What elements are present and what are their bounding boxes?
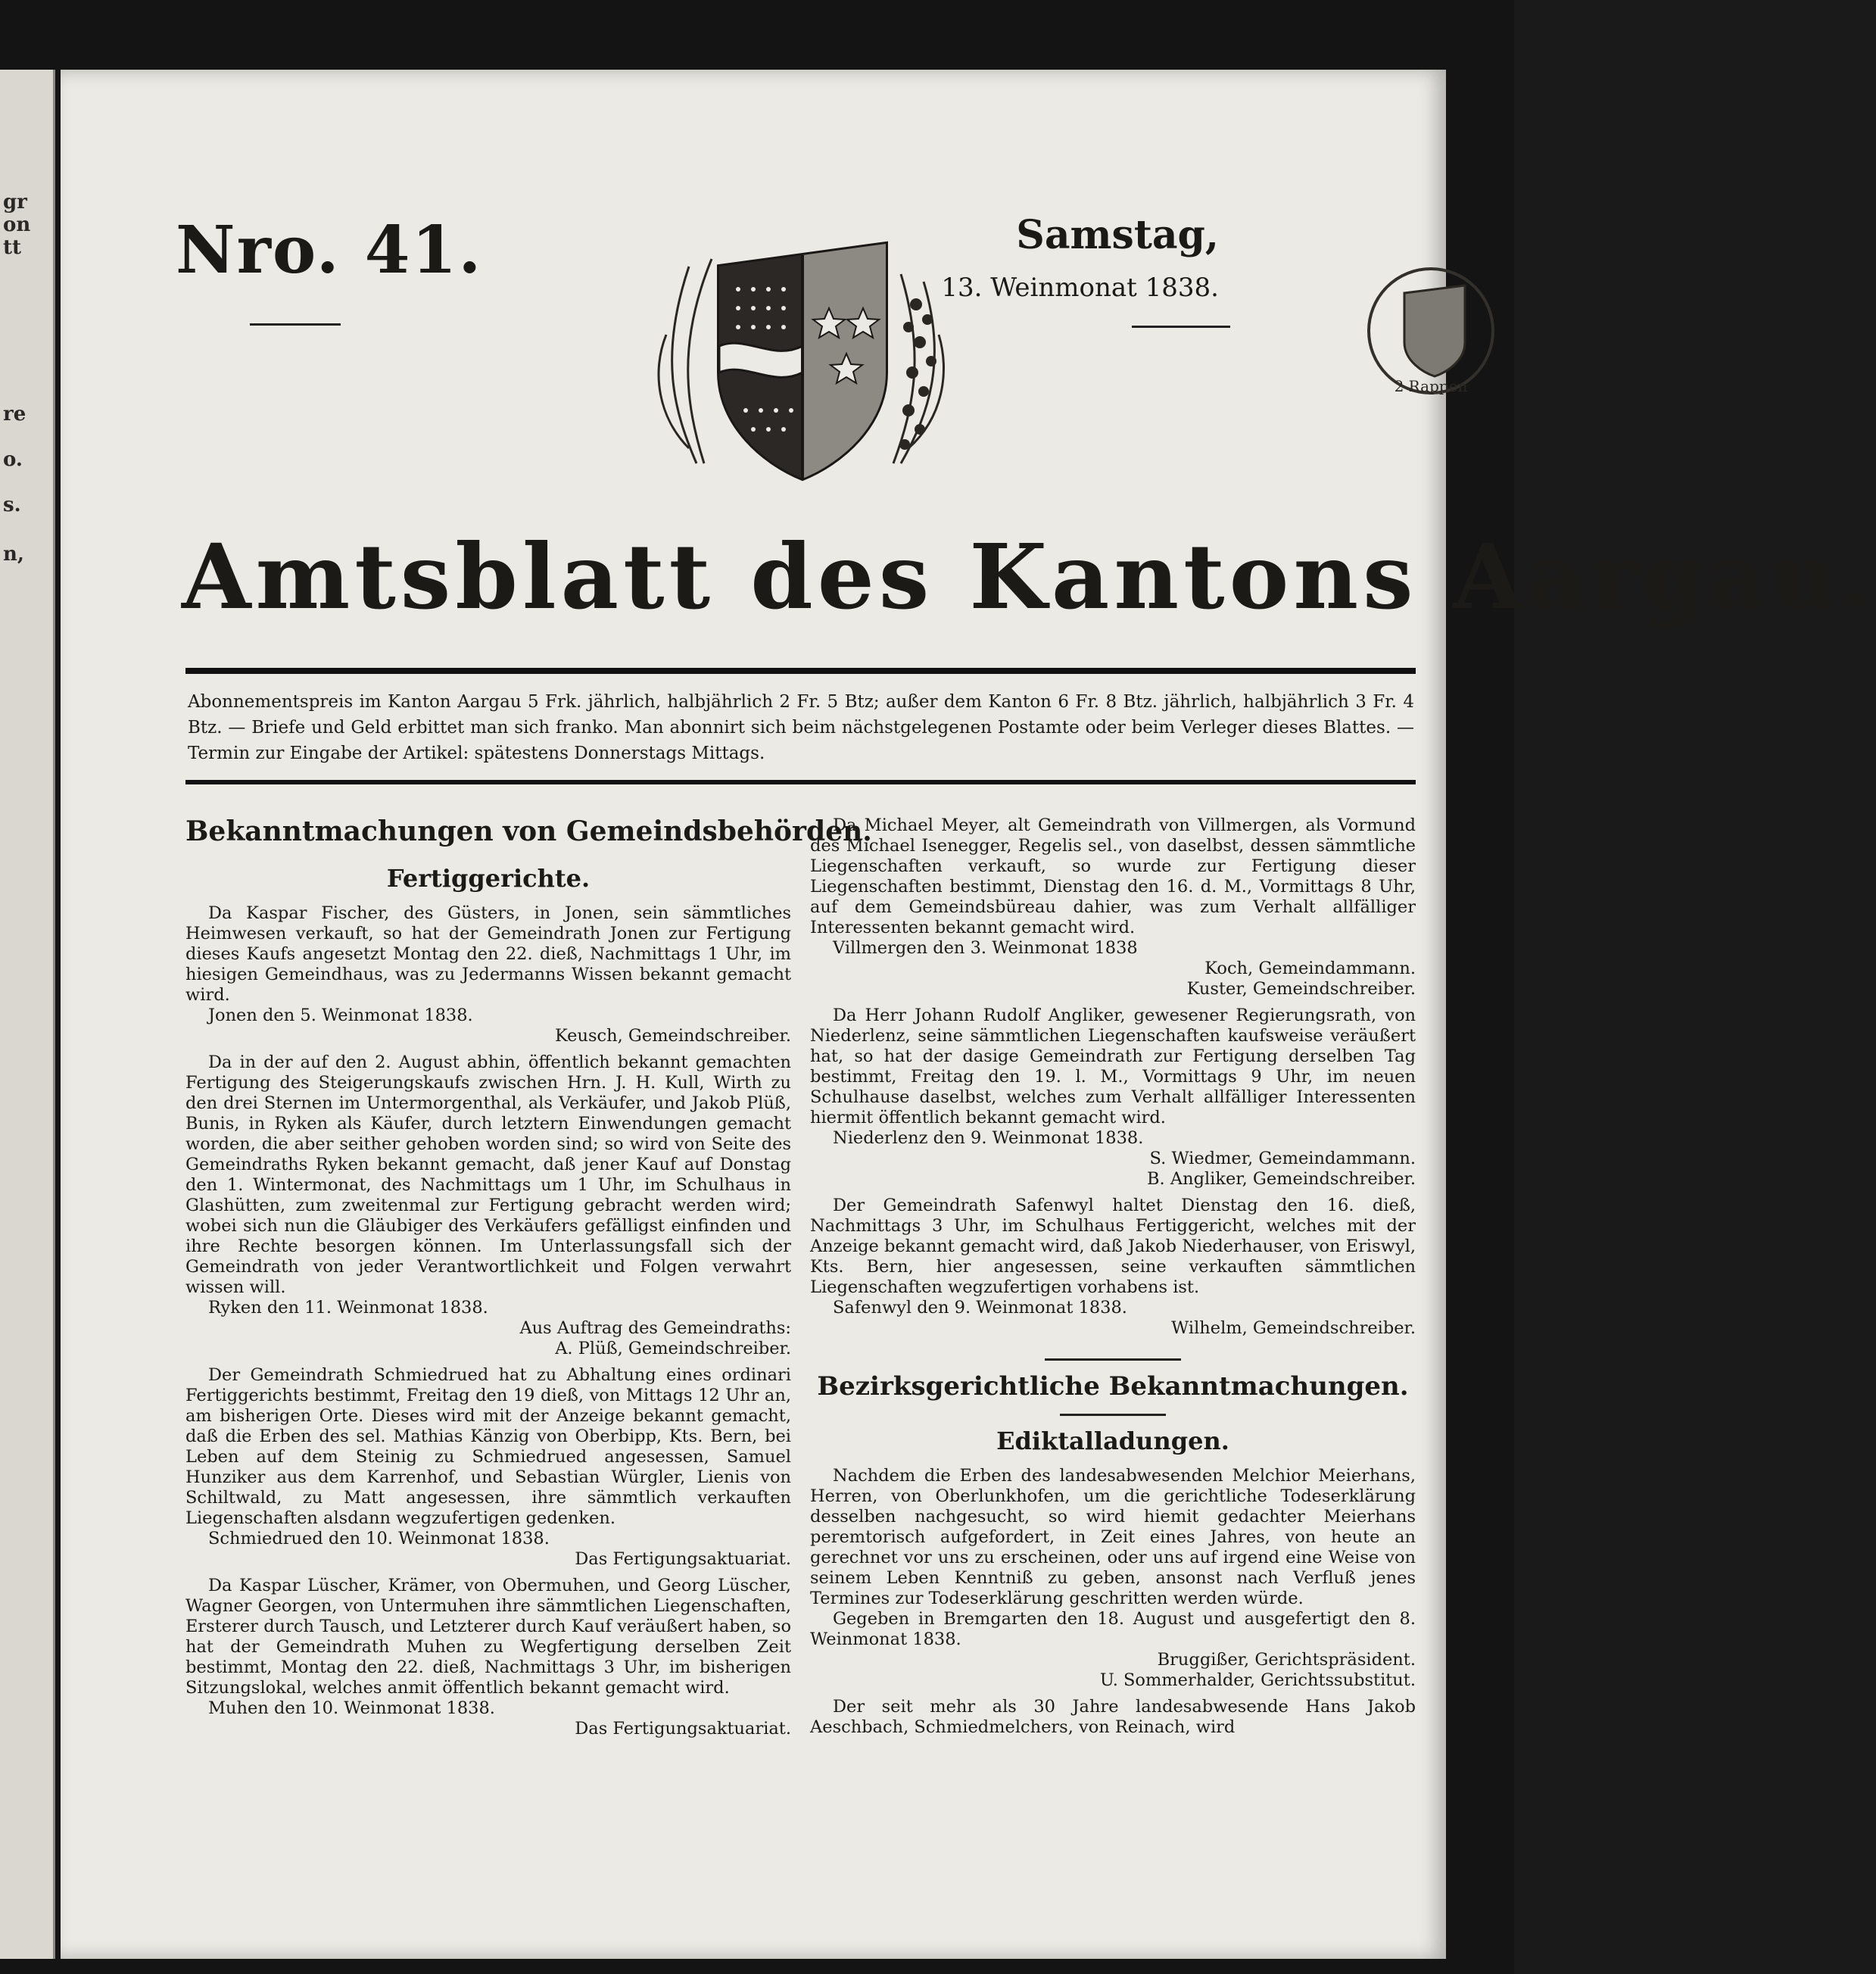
notice [185, 903, 791, 1046]
issue-date-rule [1132, 326, 1230, 328]
notice-signature: A. Plüß, Gemeindschreiber. [555, 1339, 791, 1358]
notice-text: Der Gemeindrath Safenwyl haltet Dienstag den 16. dieß, Nachmittags 3 Uhr, im Schulhaus Fertiggericht, welches mit der Anzeige bekannt gemacht wird, daß Jakob Niederhauser, von Eriswyl, Kts. Bern, hier angesessen, seine verkauften sämmtlichen Liegenschaften wegzufertigen vorhabens ist. [810, 1196, 1416, 1297]
adjacent-page-edge [0, 70, 55, 1959]
left-page-fragment: s. [3, 494, 21, 516]
notice-place-date: Ryken den 11. Weinmonat 1838. [208, 1298, 488, 1318]
subsection-title: Ediktalladungen. [996, 1427, 1229, 1455]
edict-signature: Bruggißer, Gerichtspräsident. [1157, 1650, 1416, 1670]
notice-text: Da Kaspar Lüscher, Krämer, von Obermuhen, und Georg Lüscher, Wagner Georgen, von Untermuhen ihre sämmtlichen Liegenschaften, Ersterer durch Tausch, und Letzterer durch Kauf veräußert haben, so hat der Gemeindrath Muhen zu Wegfertigung derselben Zeit bestimmt, Montag den 22. dieß, Nachmittags 3 Uhr, im bisherigen Sitzungslokal, welches anmit öffentlich bekannt gemacht wird. [185, 1576, 791, 1698]
notice-signature: B. Angliker, Gemeindschreiber. [1146, 1169, 1416, 1189]
left-page-fragment: re [3, 403, 26, 426]
notice-signature: Das Fertigungsaktuariat. [575, 1719, 791, 1739]
edict-text: Der seit mehr als 30 Jahre landesabwesende Hans Jakob Aeschbach, Schmiedmelchers, von Reinach, wird [810, 1697, 1416, 1737]
notice-signature: Keusch, Gemeindschreiber. [554, 1026, 791, 1046]
notice-place-date: Safenwyl den 9. Weinmonat 1838. [833, 1298, 1127, 1318]
edict-text: Nachdem die Erben des landesabwesenden Melchior Meierhans, Herren, von Oberlunkhofen, um die gerichtliche Todeserklärung desselben nachgesucht, so wird hiemit gedachter Meierhans peremtorisch aufgefordert, in Zeit eines Jahres, von heute an gerechnet vor uns zu erscheinen, oder uns auf irgend eine Weise von seinem Leben Kenntniß zu geben, ansonst nach Verfluß jenes Termines zur Todeserklärung geschritten werden würde. [810, 1466, 1416, 1608]
section-title: Bekanntmachungen von Gemeindsbehörden. [185, 815, 872, 847]
notice-signature: Kuster, Gemeindschreiber. [1186, 979, 1416, 999]
section-divider [1045, 1358, 1181, 1361]
notice [185, 1365, 791, 1570]
issue-number-rule [250, 323, 341, 326]
section-divider [1060, 1414, 1166, 1416]
notice [185, 1052, 791, 1359]
notice-place-date: Schmiedrued den 10. Weinmonat 1838. [208, 1529, 550, 1548]
notice-place-date: Muhen den 10. Weinmonat 1838. [208, 1698, 495, 1718]
section-title: Bezirksgerichtliche Bekanntmachungen. [817, 1371, 1409, 1402]
left-page-fragment: n, [3, 543, 24, 566]
notice-signature: Koch, Gemeindammann. [1204, 959, 1416, 978]
edict [810, 1697, 1416, 1738]
left-column [185, 815, 872, 1739]
left-page-fragment: on [3, 214, 31, 236]
right-column [810, 815, 1416, 1738]
notice-signature: Wilhelm, Gemeindschreiber. [1171, 1318, 1416, 1338]
notice-place-date: Niederlenz den 9. Weinmonat 1838. [833, 1128, 1144, 1148]
edict-signature: U. Sommerhalder, Gerichtssubstitut. [1099, 1670, 1416, 1690]
notice-text: Da Herr Johann Rudolf Angliker, gewesener Regierungsrath, von Niederlenz, seine sämmtlichen Liegenschaften kaufsweise veräußert hat, so hat der dasige Gemeindrath zur Fertigung derselben Tag bestimmt, Freitag den 19. l. M., Vormittags 9 Uhr, im neuen Schulhause daselbst, welches zum Verhalt allfälliger Interessenten hiermit öffentlich bekannt gemacht wird. [810, 1006, 1416, 1127]
notice [810, 815, 1416, 999]
left-page-fragment: tt [3, 236, 22, 259]
notice-text: Da in der auf den 2. August abhin, öffentlich bekannt gemachten Fertigung des Steigerungskaufs zwischen Hrn. J. H. Kull, Wirth zu den drei Sternen im Untermorgenthal, als Verkäufer, und Jakob Plüß, Bunis, in Ryken als Käufer, durch letztern Einwendungen gemacht worden, die aber seither gehoben worden sind; so wird von Seite des Gemeindraths Ryken bekannt gemacht, daß jener Kauf auf Donstag den 1. Wintermonat, des Nachmittags um 1 Uhr, im Schulhaus in Glashütten, zum zweitenmal zur Fertigung gebracht werden wird; wobei sich nun die Gläubiger des Verkäufers gefälligst einfinden und ihre Rechte besorgen können. Im Unterlassungsfall sich der Gemeindrath von jeder Verantwortlichkeit und Folgen verwahrt wissen will. [185, 1052, 791, 1297]
issue-day: Samstag, [1016, 212, 1219, 258]
notice-place-date: Jonen den 5. Weinmonat 1838. [208, 1006, 473, 1025]
canton-aargau-crest-icon [644, 221, 961, 486]
notice-text: Da Michael Meyer, alt Gemeindrath von Villmergen, als Vormund des Michael Isenegger, Regelis sel., von daselbst, dessen sämmtliche Liegenschaften verkauft, so wurde zur Fertigung dieser Liegenschaften bestimmt, Dienstag den 16. d. M., Vormittags 8 Uhr, auf dem Gemeindsbüreau dahier, was zum Verhalt allfälliger Interessenten bekannt gemacht wird. [810, 815, 1416, 937]
edict [810, 1466, 1416, 1691]
subsection-title: Fertiggerichte. [386, 864, 591, 893]
masthead-title: Amtsblatt des Kantons Aargau. [182, 524, 1876, 629]
notice [810, 1006, 1416, 1190]
notice-signature: Aus Auftrag des Gemeindraths: [519, 1318, 791, 1338]
masthead-rule [185, 668, 1416, 674]
left-page-fragment: o. [3, 448, 23, 471]
notice-text: Da Kaspar Fischer, des Güsters, in Jonen, sein sämmtliches Heimwesen verkauft, so hat der Gemeindrath Jonen zur Fertigung dieses Kaufs angesetzt Montag den 22. dieß, Nachmittags 1 Uhr, im hiesigen Gemeindhaus, was zu Jedermanns Wissen bekannt gemacht wird. [185, 903, 791, 1005]
stamp-value: 2 Rappen [1394, 377, 1468, 395]
notice-signature: S. Wiedmer, Gemeindammann. [1149, 1149, 1416, 1168]
notice-place-date: Villmergen den 3. Weinmonat 1838 [833, 938, 1138, 958]
edict-place-date: Gegeben in Bremgarten den 18. August und ausgefertigt den 8. Weinmonat 1838. [810, 1609, 1416, 1649]
notice-text: Der Gemeindrath Schmiedrued hat zu Abhaltung eines ordinari Fertiggerichts bestimmt, Freitag den 19 dieß, von Mittags 12 Uhr an, am bisherigen Orte. Dieses wird mit der Anzeige bekannt gemacht, daß die Erben des sel. Mathias Känzig von Oberbipp, Kts. Bern, bei Leben auf dem Steinig zu Schmiedrued angesessen, Samuel Hunziker aus dem Karrenhof, und Sebastian Würgler, Lienis von Schiltwald, zu Matt angesessen, ihre sämmtlich verkauften Liegenschaften alsdann wegzufertigen gedenken. [185, 1365, 791, 1528]
issue-date: 13. Weinmonat 1838. [941, 273, 1219, 303]
subscription-notice: Abonnementspreis im Kanton Aargau 5 Frk. jährlich, halbjährlich 2 Fr. 5 Btz; außer dem Kanton 6 Fr. 8 Btz. jährlich, halbjährlich 3 Fr. 4 Btz. — Briefe und Geld erbittet man sich franko. Man abonnirt sich beim nächstgelegenen Postamte oder beim Verleger dieses Blattes. — Termin zur Eingabe der Artikel: spätestens Donnerstags Mittags. [188, 692, 1414, 763]
issue-number: Nro. 41. [176, 212, 483, 288]
notice [185, 1576, 791, 1739]
notice-signature: Das Fertigungsaktuariat. [575, 1549, 791, 1569]
subscription-rule [185, 780, 1416, 784]
notice [810, 1196, 1416, 1339]
left-page-fragment: gr [3, 191, 27, 214]
postal-stamp-icon [1363, 263, 1499, 399]
newspaper-sheet [61, 70, 1876, 1959]
